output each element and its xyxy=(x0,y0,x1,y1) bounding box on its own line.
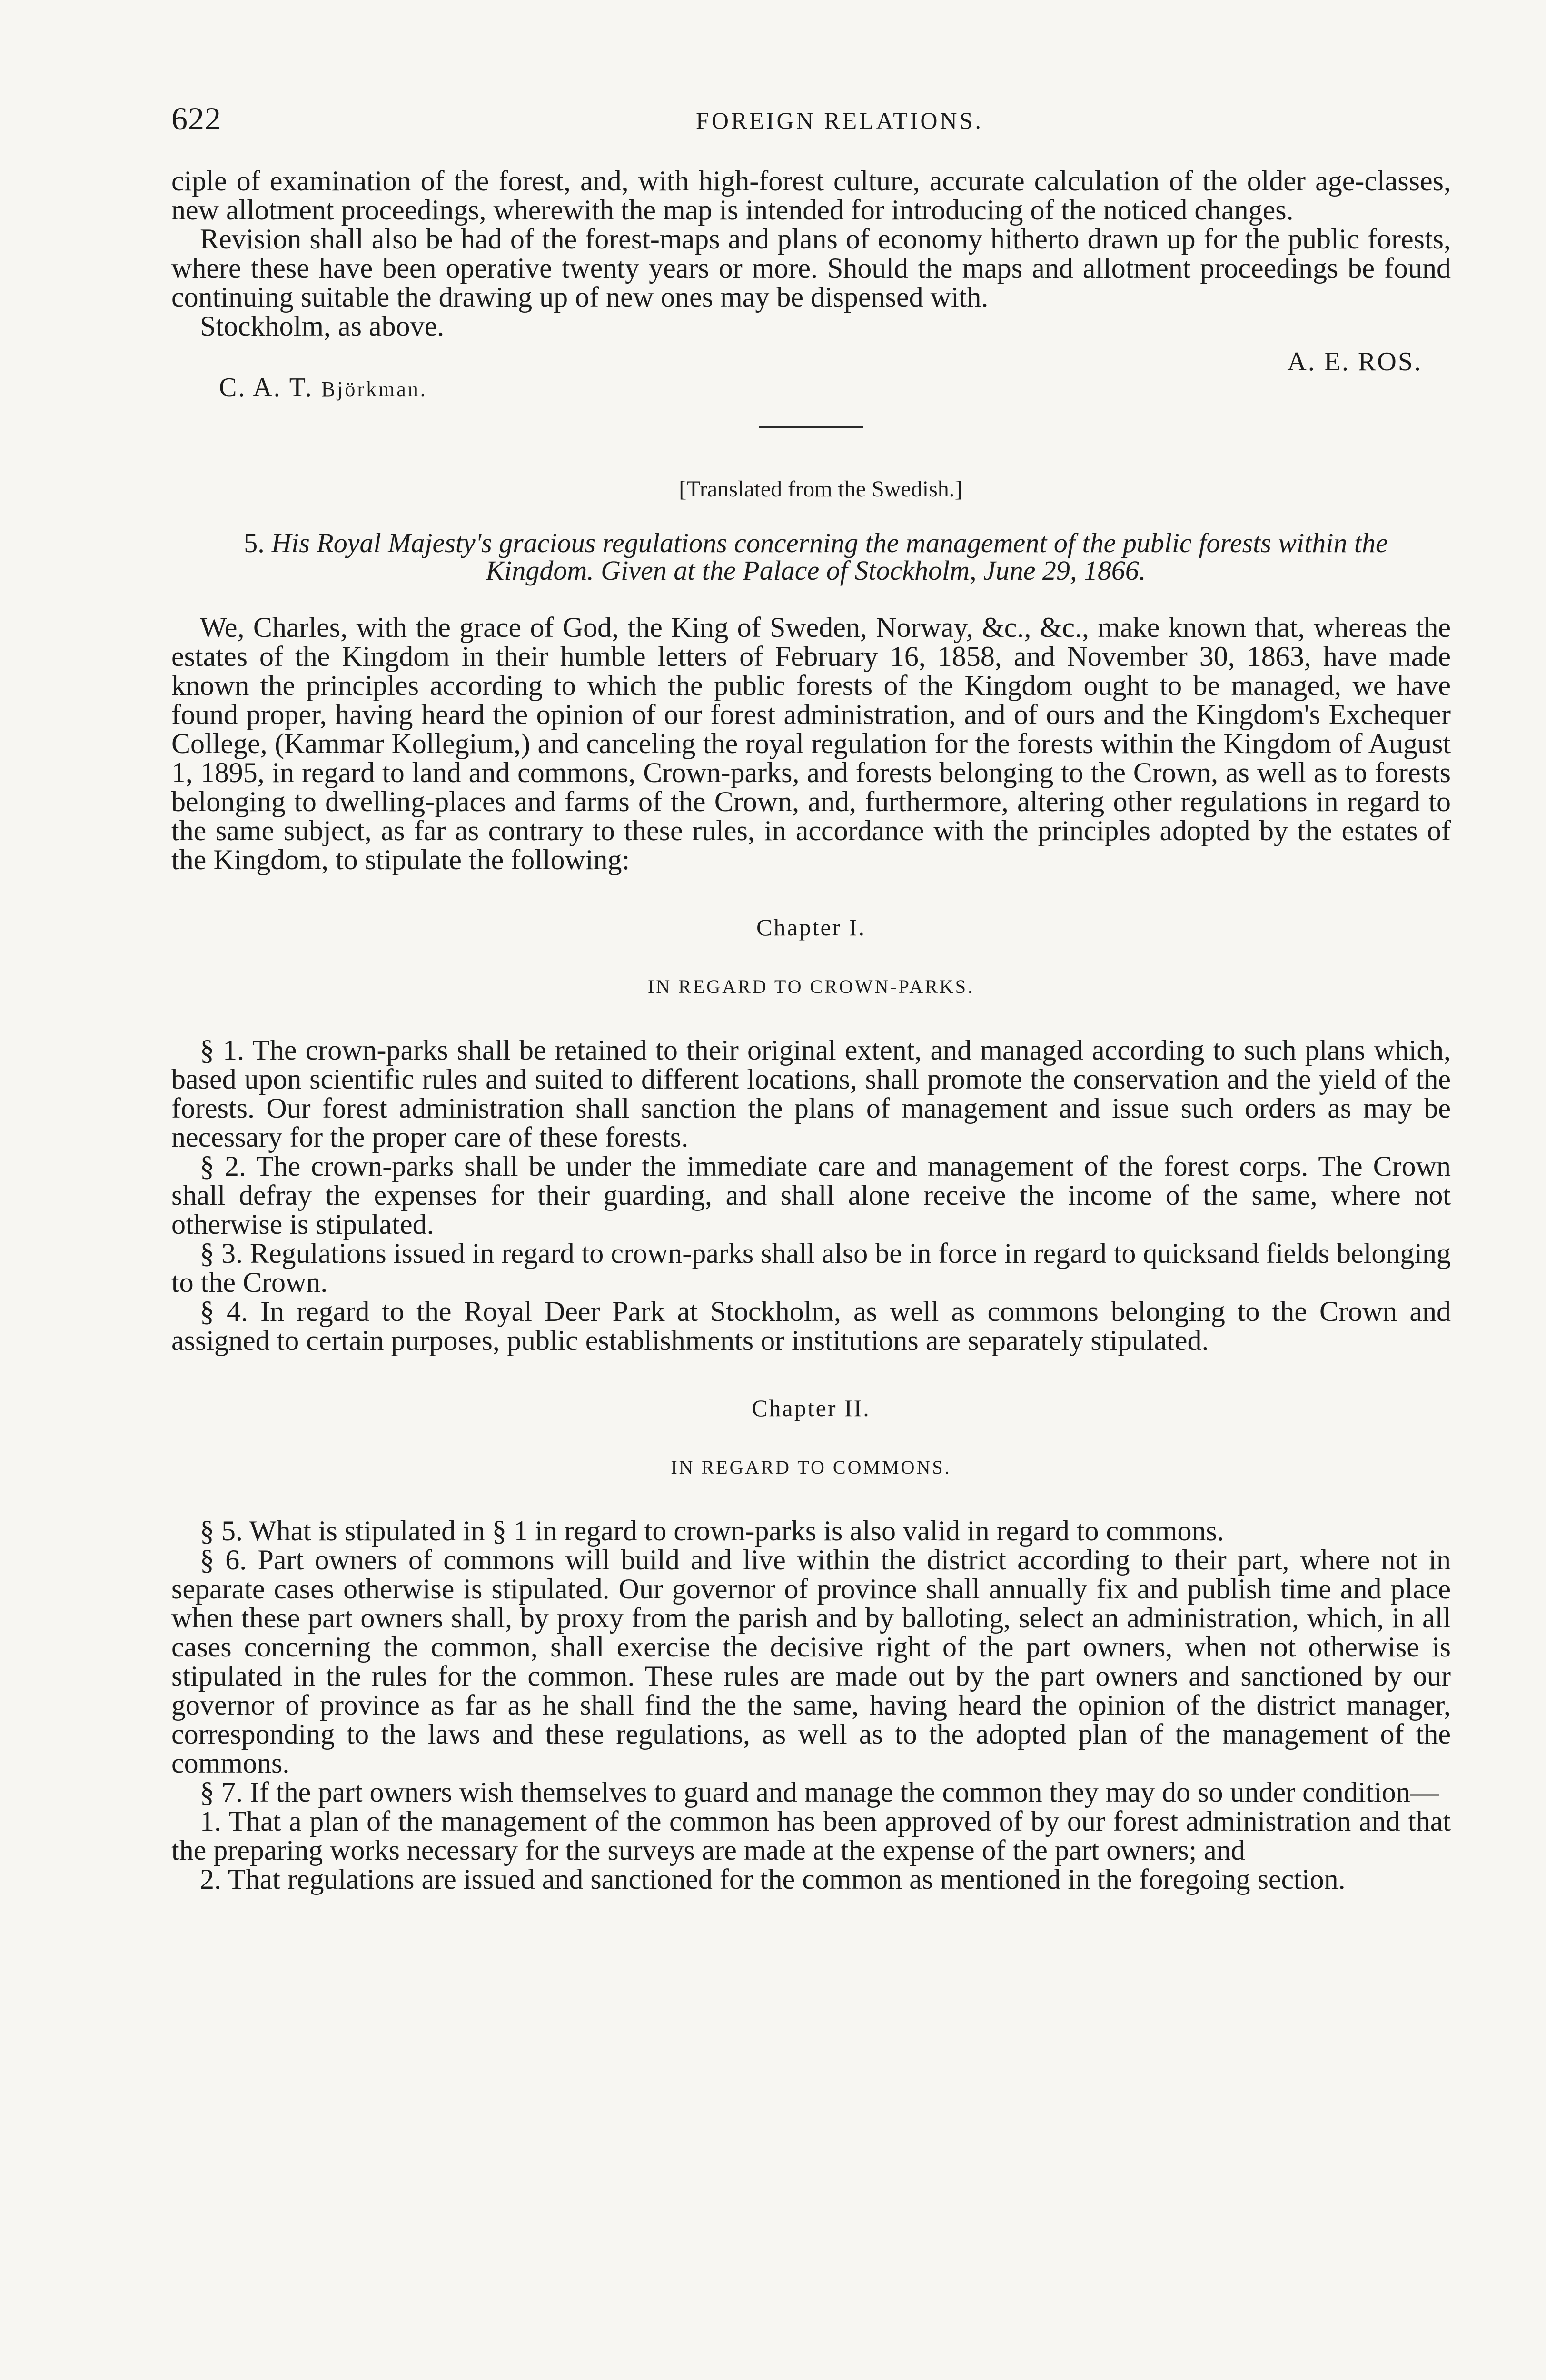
running-head-title: FOREIGN RELATIONS. xyxy=(696,107,983,134)
revision-paragraph: Revision shall also be had of the forest-maps and plans of economy hitherto drawn up for the public forests, where these have been operative twenty years or more. Should the maps and allotment proceedings be found continuing suitable the drawing up of new ones may be dispensed with. xyxy=(171,223,1451,313)
place-line: Stockholm, as above. xyxy=(200,310,445,342)
signature-block xyxy=(171,343,1451,400)
section-paragraph: § 4. In regard to the Royal Deer Park at Stockholm, as well as commons belonging to the Crown and assigned to certain purposes, public establishments or institutions are separately stipulated. xyxy=(171,1296,1451,1356)
chapter-subheading-1: IN REGARD TO CROWN-PARKS. xyxy=(647,976,974,997)
section-paragraph: § 2. The crown-parks shall be under the immediate care and management of the forest corps. The Crown shall defray the expenses for their guarding, and shall alone receive the income of the same, where not otherwise is stipulated. xyxy=(171,1150,1451,1240)
signature-left-surname: Björkman. xyxy=(321,377,427,401)
section-paragraph: § 6. Part owners of commons will build and live within the district according to their part, where not in separate cases otherwise is stipulated. Our governor of province shall annually fix and publish time and place when these part owners shall, by proxy from the parish and by balloting, select an administration, which, in all cases concerning the common, shall exercise the decisive right of the part owners, when not otherwise is stipulated in the rules for the common. These rules are made out by the part owners and sanctioned by our governor of province as far as he shall find the the same, having heard the opinion of the district manager, corresponding to the laws and these regulations, as well as to the adopted plan of the management of the commons. xyxy=(171,1544,1451,1779)
running-head xyxy=(171,100,1451,152)
section-divider xyxy=(759,426,863,428)
chapter-subheading-2: IN REGARD TO COMMONS. xyxy=(671,1457,951,1478)
section-paragraph: § 7. If the part owners wish themselves to guard and manage the common they may do so under condition— xyxy=(200,1776,1439,1808)
condition-paragraph: 2. That regulations are issued and sanctioned for the common as mentioned in the foregoing section. xyxy=(200,1864,1346,1895)
continued-paragraph: ciple of examination of the forest, and, with high-forest culture, accurate calculation of the older age-classes, new allotment proceedings, wherewith the map is intended for introducing of the noticed changes. xyxy=(171,165,1451,226)
signature-left xyxy=(219,372,427,403)
page-number: 622 xyxy=(171,100,221,137)
condition-paragraph: 1. That a plan of the management of the common has been approved of by our forest administration and that the preparing works necessary for the surveys are made at the expense of the part owners; and xyxy=(171,1805,1451,1866)
chapter-heading-1: Chapter I. xyxy=(756,914,866,941)
preamble-paragraph: We, Charles, with the grace of God, the King of Sweden, Norway, &c., &c., make known that, whereas the estates of the Kingdom in their humble letters of February 16, 1858, and November 30, 1863, have made known the principles according to which the public forests of the Kingdom ought to be managed, we have found proper, having heard the opinion of our forest administration, and of ours and the Kingdom's Exchequer College, (Kammar Kollegium,) and canceling the royal regulation for the forests within the Kingdom of August 1, 1895, in regard to land and commons, Crown-parks, and forests belonging to the Crown, as well as to forests belonging to dwelling-places and farms of the Crown, and, furthermore, altering other regulations in regard to the same subject, as far as contrary to these rules, in accordance with the principles adopted by the estates of the Kingdom, to stipulate the following: xyxy=(171,612,1451,875)
regulation-title-text: His Royal Majesty's gracious regulations concerning the management of the public forests within the Kingdom. Given at the Palace of Stockholm, June 29, 1866. xyxy=(271,527,1388,586)
chapter-heading-2: Chapter II. xyxy=(752,1395,871,1421)
section-paragraph: § 3. Regulations issued in regard to crown-parks shall also be in force in regard to quicksand fields belonging to the Crown. xyxy=(171,1238,1451,1298)
signature-left-initials: C. A. T. xyxy=(219,373,313,402)
signature-right: A. E. ROS. xyxy=(1287,347,1422,377)
translation-note: [Translated from the Swedish.] xyxy=(679,476,962,502)
regulation-title xyxy=(171,529,1451,585)
section-paragraph: § 1. The crown-parks shall be retained to their original extent, and managed according to such plans which, based upon scientific rules and suited to different locations, shall promote the conservation and the yield of the forests. Our forest administration shall sanction the plans of management and issue such orders as may be necessary for the proper care of these forests. xyxy=(171,1034,1451,1153)
regulation-number: 5. xyxy=(244,527,265,558)
section-paragraph: § 5. What is stipulated in § 1 in regard to crown-parks is also valid in regard to commons. xyxy=(200,1515,1224,1547)
